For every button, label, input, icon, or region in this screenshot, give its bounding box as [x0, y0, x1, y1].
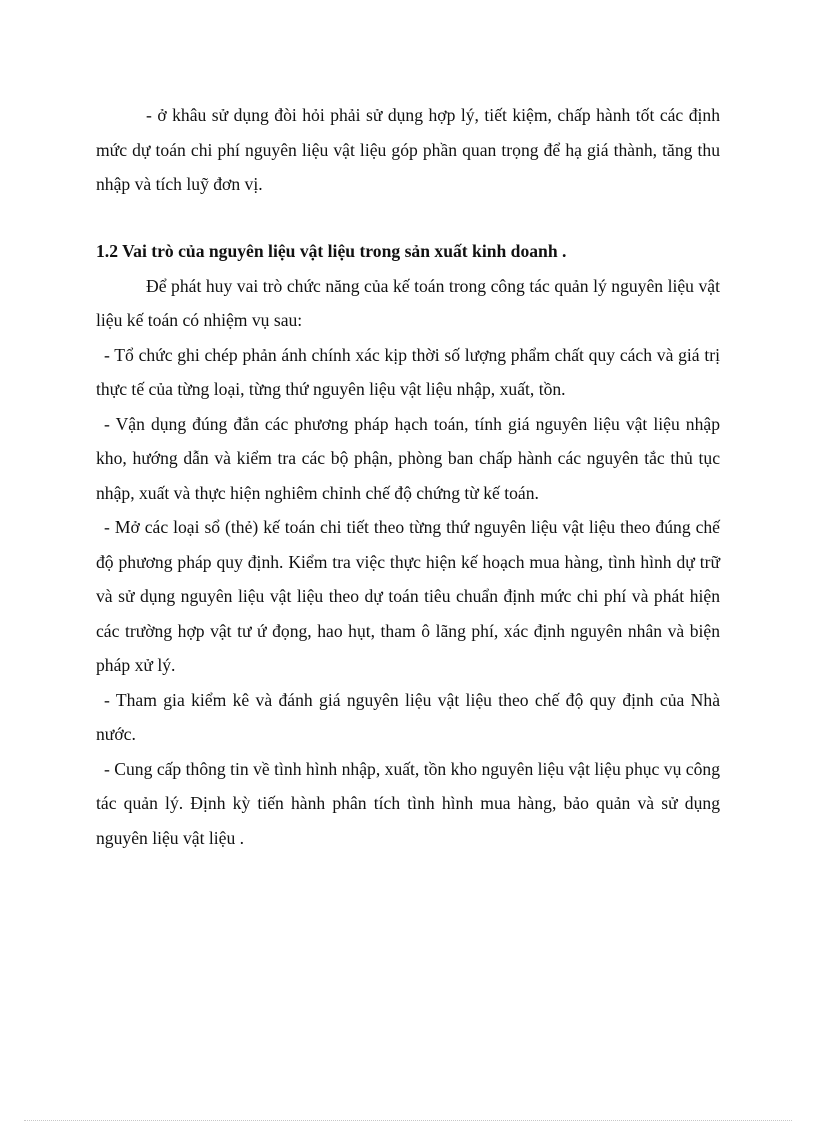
section-lead-paragraph: Để phát huy vai trò chức năng của kế toán trong công tác quản lý nguyên liệu vật liệu kế toán có nhiệm vụ sau: — [96, 275, 720, 330]
task-item-detail-ledgers: - Mở các loại sổ (thẻ) kế toán chi tiết theo từng thứ nguyên liệu vật liệu theo đúng chế độ phương pháp quy định. Kiểm tra việc thực hiện kế hoạch mua hàng, tình hình dự trữ và sử dụng nguyên liệu vật liệu theo dự toán tiêu chuẩn định mức chi phí và phát hiện các trường hợp vật tư ứ đọng, hao hụt, tham ô lãng phí, xác định nguyên nhân và biện pháp xử lý. — [96, 517, 720, 675]
task-item-accounting-methods: - Vận dụng đúng đắn các phương pháp hạch toán, tính giá nguyên liệu vật liệu nhập kho, hướng dẫn và kiểm tra các bộ phận, phòng ban chấp hành các nguyên tắc thủ tục nhập, xuất và thực hiện nghiêm chỉnh chế độ chứng từ kế toán. — [96, 413, 720, 503]
intro-section — [96, 98, 720, 202]
task-item-record-keeping: - Tổ chức ghi chép phản ánh chính xác kịp thời số lượng phẩm chất quy cách và giá trị thực tế của từng loại, từng thứ nguyên liệu vật liệu nhập, xuất, tồn. — [96, 344, 720, 399]
task-item-information-reporting: - Cung cấp thông tin về tình hình nhập, xuất, tồn kho nguyên liệu vật liệu phục vụ công tác quản lý. Định kỳ tiến hành phân tích tình hình mua hàng, bảo quản và sử dụng nguyên liệu vật liệu . — [96, 758, 720, 848]
section-1-2 — [96, 234, 720, 855]
intro-paragraph: - ở khâu sử dụng đòi hỏi phải sử dụng hợp lý, tiết kiệm, chấp hành tốt các định mức dự toán chi phí nguyên liệu vật liệu góp phần quan trọng để hạ giá thành, tăng thu nhập và tích luỹ đơn vị. — [96, 105, 720, 194]
page-bottom-divider — [24, 1120, 792, 1121]
task-item-inventory-check: - Tham gia kiểm kê và đánh giá nguyên liệu vật liệu theo chế độ quy định của Nhà nước. — [96, 689, 720, 744]
section-heading: 1.2 Vai trò của nguyên liệu vật liệu trong sản xuất kinh doanh . — [96, 241, 567, 261]
